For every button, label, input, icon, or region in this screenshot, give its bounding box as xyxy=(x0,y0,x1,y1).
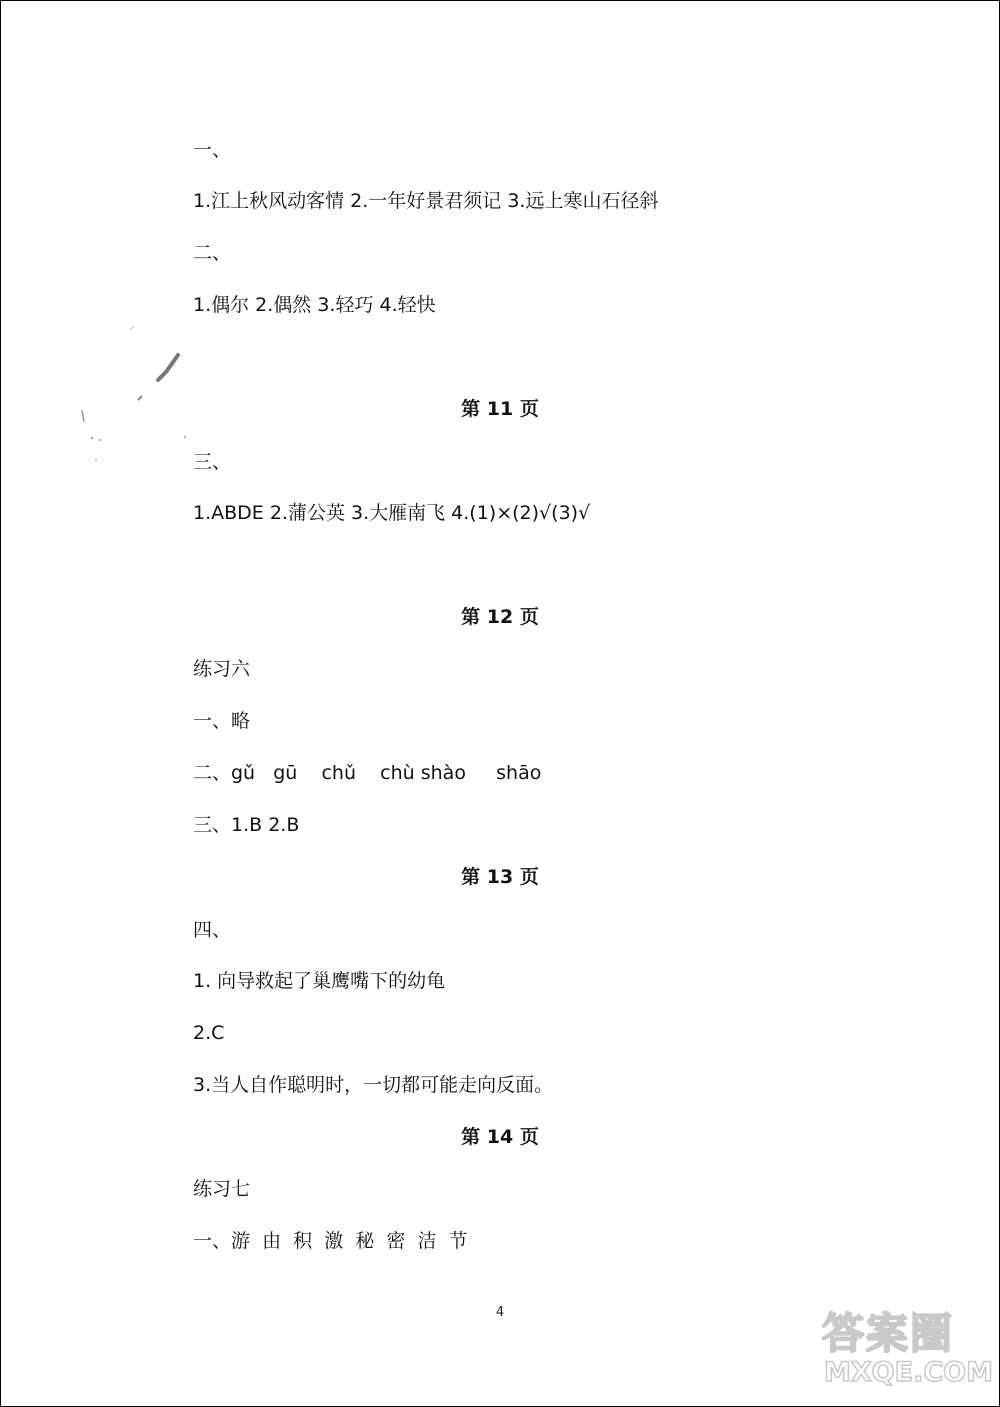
section-2-label: 二、 xyxy=(193,242,232,264)
exercise-6-part-3: 三、1.B 2.B xyxy=(193,814,300,836)
watermark-chars: 答案圈 xyxy=(822,1309,955,1358)
page-heading-12: 第 12 页 xyxy=(461,606,539,628)
page-heading-13: 第 13 页 xyxy=(461,866,539,888)
section-1-answers: 1.江上秋风动客情 2.一年好景君须记 3.远上寒山石径斜 xyxy=(193,190,659,212)
exercise-7-title: 练习七 xyxy=(193,1178,251,1200)
section-4-answer-2: 2.C xyxy=(193,1022,225,1044)
page-number: 4 xyxy=(495,1305,505,1320)
exercise-6-title: 练习六 xyxy=(193,658,251,680)
section-3-label: 三、 xyxy=(193,451,232,473)
exercise-7-part-1: 一、游 由 积 激 秘 密 洁 节 xyxy=(193,1230,468,1252)
section-4-answer-1: 1. 向导救起了巢鹰嘴下的幼龟 xyxy=(193,970,446,992)
section-4-label: 四、 xyxy=(193,919,232,941)
watermark-logo xyxy=(822,1310,992,1400)
exercise-6-part-1: 一、略 xyxy=(193,710,251,732)
page-heading-14: 第 14 页 xyxy=(461,1126,539,1148)
exercise-6-part-2: 二、gǔ gū chǔ chù shào shāo xyxy=(193,762,542,784)
section-4-answer-3: 3.当人自作聪明时，一切都可能走向反面。 xyxy=(193,1074,554,1096)
section-3-answers: 1.ABDE 2.蒲公英 3.大雁南飞 4.(1)×(2)√(3)√ xyxy=(193,502,591,524)
page-heading-11: 第 11 页 xyxy=(461,398,539,420)
watermark-site: MXQE.COM xyxy=(824,1357,993,1388)
section-1-label: 一、 xyxy=(193,139,232,161)
section-2-answers: 1.偶尔 2.偶然 3.轻巧 4.轻快 xyxy=(193,294,436,316)
